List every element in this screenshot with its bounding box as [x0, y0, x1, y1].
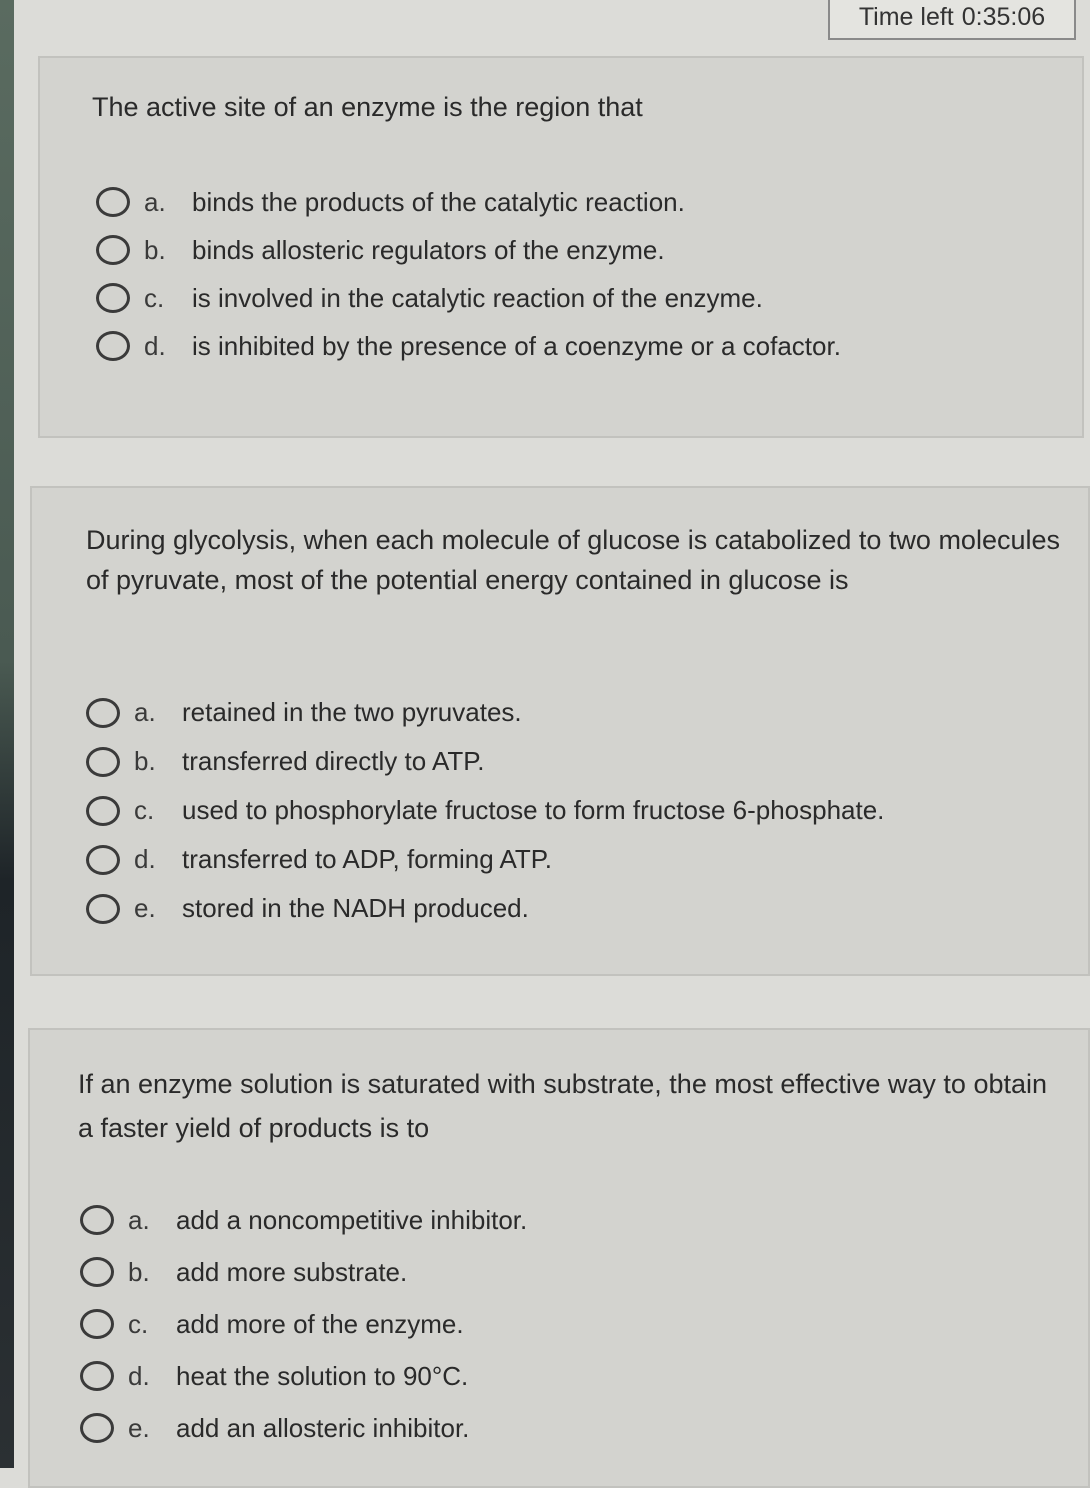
answer-option-b[interactable] — [80, 1246, 527, 1298]
answer-text: heat the solution to 90°C. — [176, 1360, 469, 1391]
answer-letter: d. — [128, 1360, 150, 1391]
time-left-label: Time left — [858, 2, 954, 31]
answer-option-a[interactable] — [96, 178, 841, 226]
answer-letter: d. — [144, 330, 166, 361]
answer-option-c[interactable] — [96, 274, 841, 322]
radio-button[interactable] — [96, 235, 130, 265]
question-stem: During glycolysis, when each molecule of glucose is catabolized to two molecules of pyruvate, most of the potential energy contained in glucose is — [86, 525, 1060, 595]
question-stem: If an enzyme solution is saturated with substrate, the most effective way to obtain a faster yield of products is to — [78, 1069, 1048, 1143]
answer-text: add more of the enzyme. — [176, 1308, 464, 1339]
radio-button[interactable] — [86, 845, 120, 875]
answer-letter: e. — [134, 893, 156, 923]
answer-option-b[interactable] — [96, 226, 841, 274]
answer-text: transferred to ADP, forming ATP. — [182, 844, 552, 874]
time-left-value: 0:35:06 — [961, 2, 1046, 31]
answer-option-c[interactable] — [86, 786, 884, 835]
radio-button[interactable] — [86, 894, 120, 924]
question-2 — [30, 486, 1090, 976]
answer-letter: b. — [134, 746, 156, 776]
answer-option-a[interactable] — [80, 1194, 527, 1246]
answer-option-a[interactable] — [86, 688, 884, 737]
answer-text: binds allosteric regulators of the enzyme. — [192, 234, 665, 265]
answer-letter: a. — [128, 1204, 150, 1235]
answer-letter: c. — [144, 282, 165, 313]
radio-button[interactable] — [96, 331, 130, 361]
answer-letter: c. — [128, 1308, 149, 1339]
answer-option-e[interactable] — [86, 884, 884, 933]
answer-text: is inhibited by the presence of a coenzyme or a cofactor. — [192, 330, 841, 361]
answer-list — [96, 178, 841, 370]
answer-text: used to phosphorylate fructose to form fructose 6-phosphate. — [182, 795, 885, 825]
question-1 — [38, 56, 1084, 438]
answer-text: binds the products of the catalytic reaction. — [192, 186, 685, 217]
answer-letter: e. — [128, 1412, 150, 1443]
answer-list — [80, 1194, 527, 1454]
question-3 — [28, 1028, 1090, 1488]
answer-option-b[interactable] — [86, 737, 884, 786]
radio-button[interactable] — [80, 1309, 114, 1339]
radio-button[interactable] — [80, 1413, 114, 1443]
answer-letter: b. — [128, 1256, 150, 1287]
answer-text: transferred directly to ATP. — [182, 746, 485, 776]
answer-text: add more substrate. — [176, 1256, 408, 1287]
question-stem: The active site of an enzyme is the region that — [92, 92, 643, 122]
radio-button[interactable] — [80, 1257, 114, 1287]
answer-text: retained in the two pyruvates. — [182, 697, 522, 727]
answer-text: stored in the NADH produced. — [182, 893, 529, 923]
answer-text: is involved in the catalytic reaction of the enzyme. — [192, 282, 763, 313]
time-left-box — [828, 0, 1076, 40]
answer-option-d[interactable] — [80, 1350, 527, 1402]
answer-option-d[interactable] — [86, 835, 884, 884]
radio-button[interactable] — [80, 1361, 114, 1391]
radio-button[interactable] — [86, 796, 120, 826]
answer-letter: c. — [134, 795, 155, 825]
answer-option-e[interactable] — [80, 1402, 527, 1454]
answer-option-c[interactable] — [80, 1298, 527, 1350]
radio-button[interactable] — [86, 698, 120, 728]
answer-text: add a noncompetitive inhibitor. — [176, 1204, 528, 1235]
answer-letter: d. — [134, 844, 156, 874]
radio-button[interactable] — [96, 283, 130, 313]
answer-letter: b. — [144, 234, 166, 265]
answer-text: add an allosteric inhibitor. — [176, 1412, 470, 1443]
radio-button[interactable] — [96, 187, 130, 217]
radio-button[interactable] — [86, 747, 120, 777]
answer-option-d[interactable] — [96, 322, 841, 370]
window-left-edge — [0, 0, 14, 1468]
answer-letter: a. — [134, 697, 156, 727]
answer-letter: a. — [144, 186, 166, 217]
answer-list — [86, 688, 884, 933]
radio-button[interactable] — [80, 1205, 114, 1235]
